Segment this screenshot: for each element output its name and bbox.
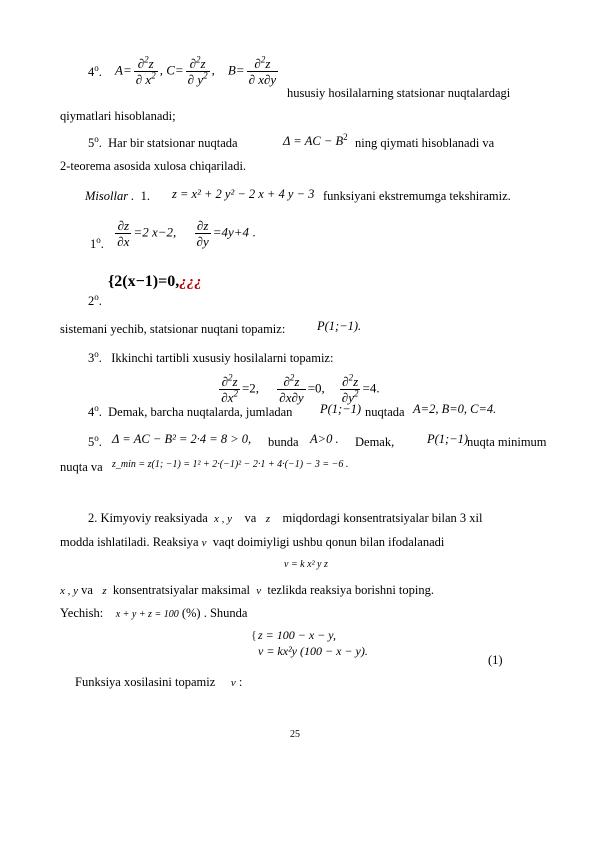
misollar-line: Misollar . 1.	[85, 189, 150, 203]
misollar-function: z = x² + 2 y² − 2 x + 4 y − 3	[172, 187, 315, 201]
p2-line2: modda ishlatiladi. Reaksiya v vaqt doimiyligi ushbu qonun bilan ifodalanadi	[60, 535, 445, 549]
misollar-text: funksiyani ekstremumga tekshiramiz.	[323, 189, 511, 203]
s5-cond: A>0 .	[310, 432, 339, 446]
step4-text: hususiy hosilalarning statsionar nuqtalardagi	[287, 86, 511, 100]
yechish-line: Yechish: x + y + z = 100 (%) . Shunda	[60, 606, 248, 620]
s4-text2: nuqtada	[365, 405, 405, 419]
s1-equations: $\frac{\partial z}{\partial x}$ =2 x−2, $\frac{\partial z}{\partial y}$ =4y+4 .	[117, 218, 256, 249]
page-number: 25	[290, 729, 300, 740]
s5-text2: Demak,	[355, 435, 395, 449]
step5-text2: ning qiymati hisoblanadi va	[355, 136, 495, 150]
s2-text: sistemani yechib, statsionar nuqtani topamiz:	[60, 322, 286, 336]
s5-point: P(1;−1)	[427, 432, 469, 446]
s3-formula: $\frac{\partial^2z}{\partial x^2}$ =2, $\frac{\partial^2z}{\partial x\partial y}$ =0, $\frac{\partial^2z}{\partial y^2}$ =4.	[221, 372, 380, 405]
step5-line: 5$^o$. Har bir statsionar nuqtada	[88, 133, 238, 150]
system-eq1: z = 100 − x − y,	[258, 628, 336, 642]
s4-values: A=2, B=0, C=4.	[413, 402, 497, 416]
step5-delta: Δ = AC − $B^2$	[283, 131, 348, 148]
p2-line3: x , y va z konsentratsiyalar maksimal v tezlikda reaksiya borishni toping.	[60, 583, 435, 597]
last-line: Funksiya xosilasini topamiz v :	[75, 675, 243, 689]
s2-system: {2(x−1)=0,¿¿¿	[108, 273, 202, 290]
p2-line1: 2. Kimyoviy reaksiyada x , y va z miqdordagi konsentratsiyalar bilan 3 xil	[88, 511, 483, 525]
s4-line: 4$^o$. Demak, barcha nuqtalarda, jumladan	[88, 402, 293, 419]
s5-text4: nuqta va	[60, 460, 103, 474]
s3-line: 3$^o$. Ikkinchi tartibli xususiy hosilalarni topamiz:	[88, 348, 334, 365]
s1-label: 1$^o$.	[90, 234, 104, 251]
s5-zmin: z_min = z(1; −1) = 1² + 2·(−1)² − 2·1 + 4·(−1) − 3 = −6 .	[112, 459, 349, 470]
s5-label: 5$^o$.	[88, 432, 102, 449]
s4-point: P(1;−1)	[320, 402, 362, 416]
system-eq2: v = kx²y (100 − x − y).	[258, 644, 368, 658]
p2-law: v = k x² y z	[284, 559, 328, 570]
s5-text: bunda	[268, 435, 299, 449]
step5-text3: 2-teorema asosida xulosa chiqariladi.	[60, 159, 247, 173]
s5-text3: nuqta minimum	[467, 435, 547, 449]
s2-label: 2$^o$.	[88, 291, 102, 308]
s5-formula: Δ = AC − B² = 2·4 = 8 > 0,	[112, 432, 252, 446]
step4-formula: A= $\frac{\partial^2z}{\partial x^2}$ , C= $\frac{\partial^2z}{\partial y^2}$ , B= $\frac{\partial^2z}{\partial x\partial y}$	[112, 54, 277, 87]
step4-text2: qiymatlari hisoblanadi;	[60, 109, 176, 123]
s2-point: P(1;−1).	[317, 319, 362, 333]
step4-line	[88, 64, 102, 80]
step4-label: 4$^o$.	[88, 62, 102, 79]
system-brace: {	[251, 628, 257, 642]
equation-number: (1)	[488, 653, 503, 667]
